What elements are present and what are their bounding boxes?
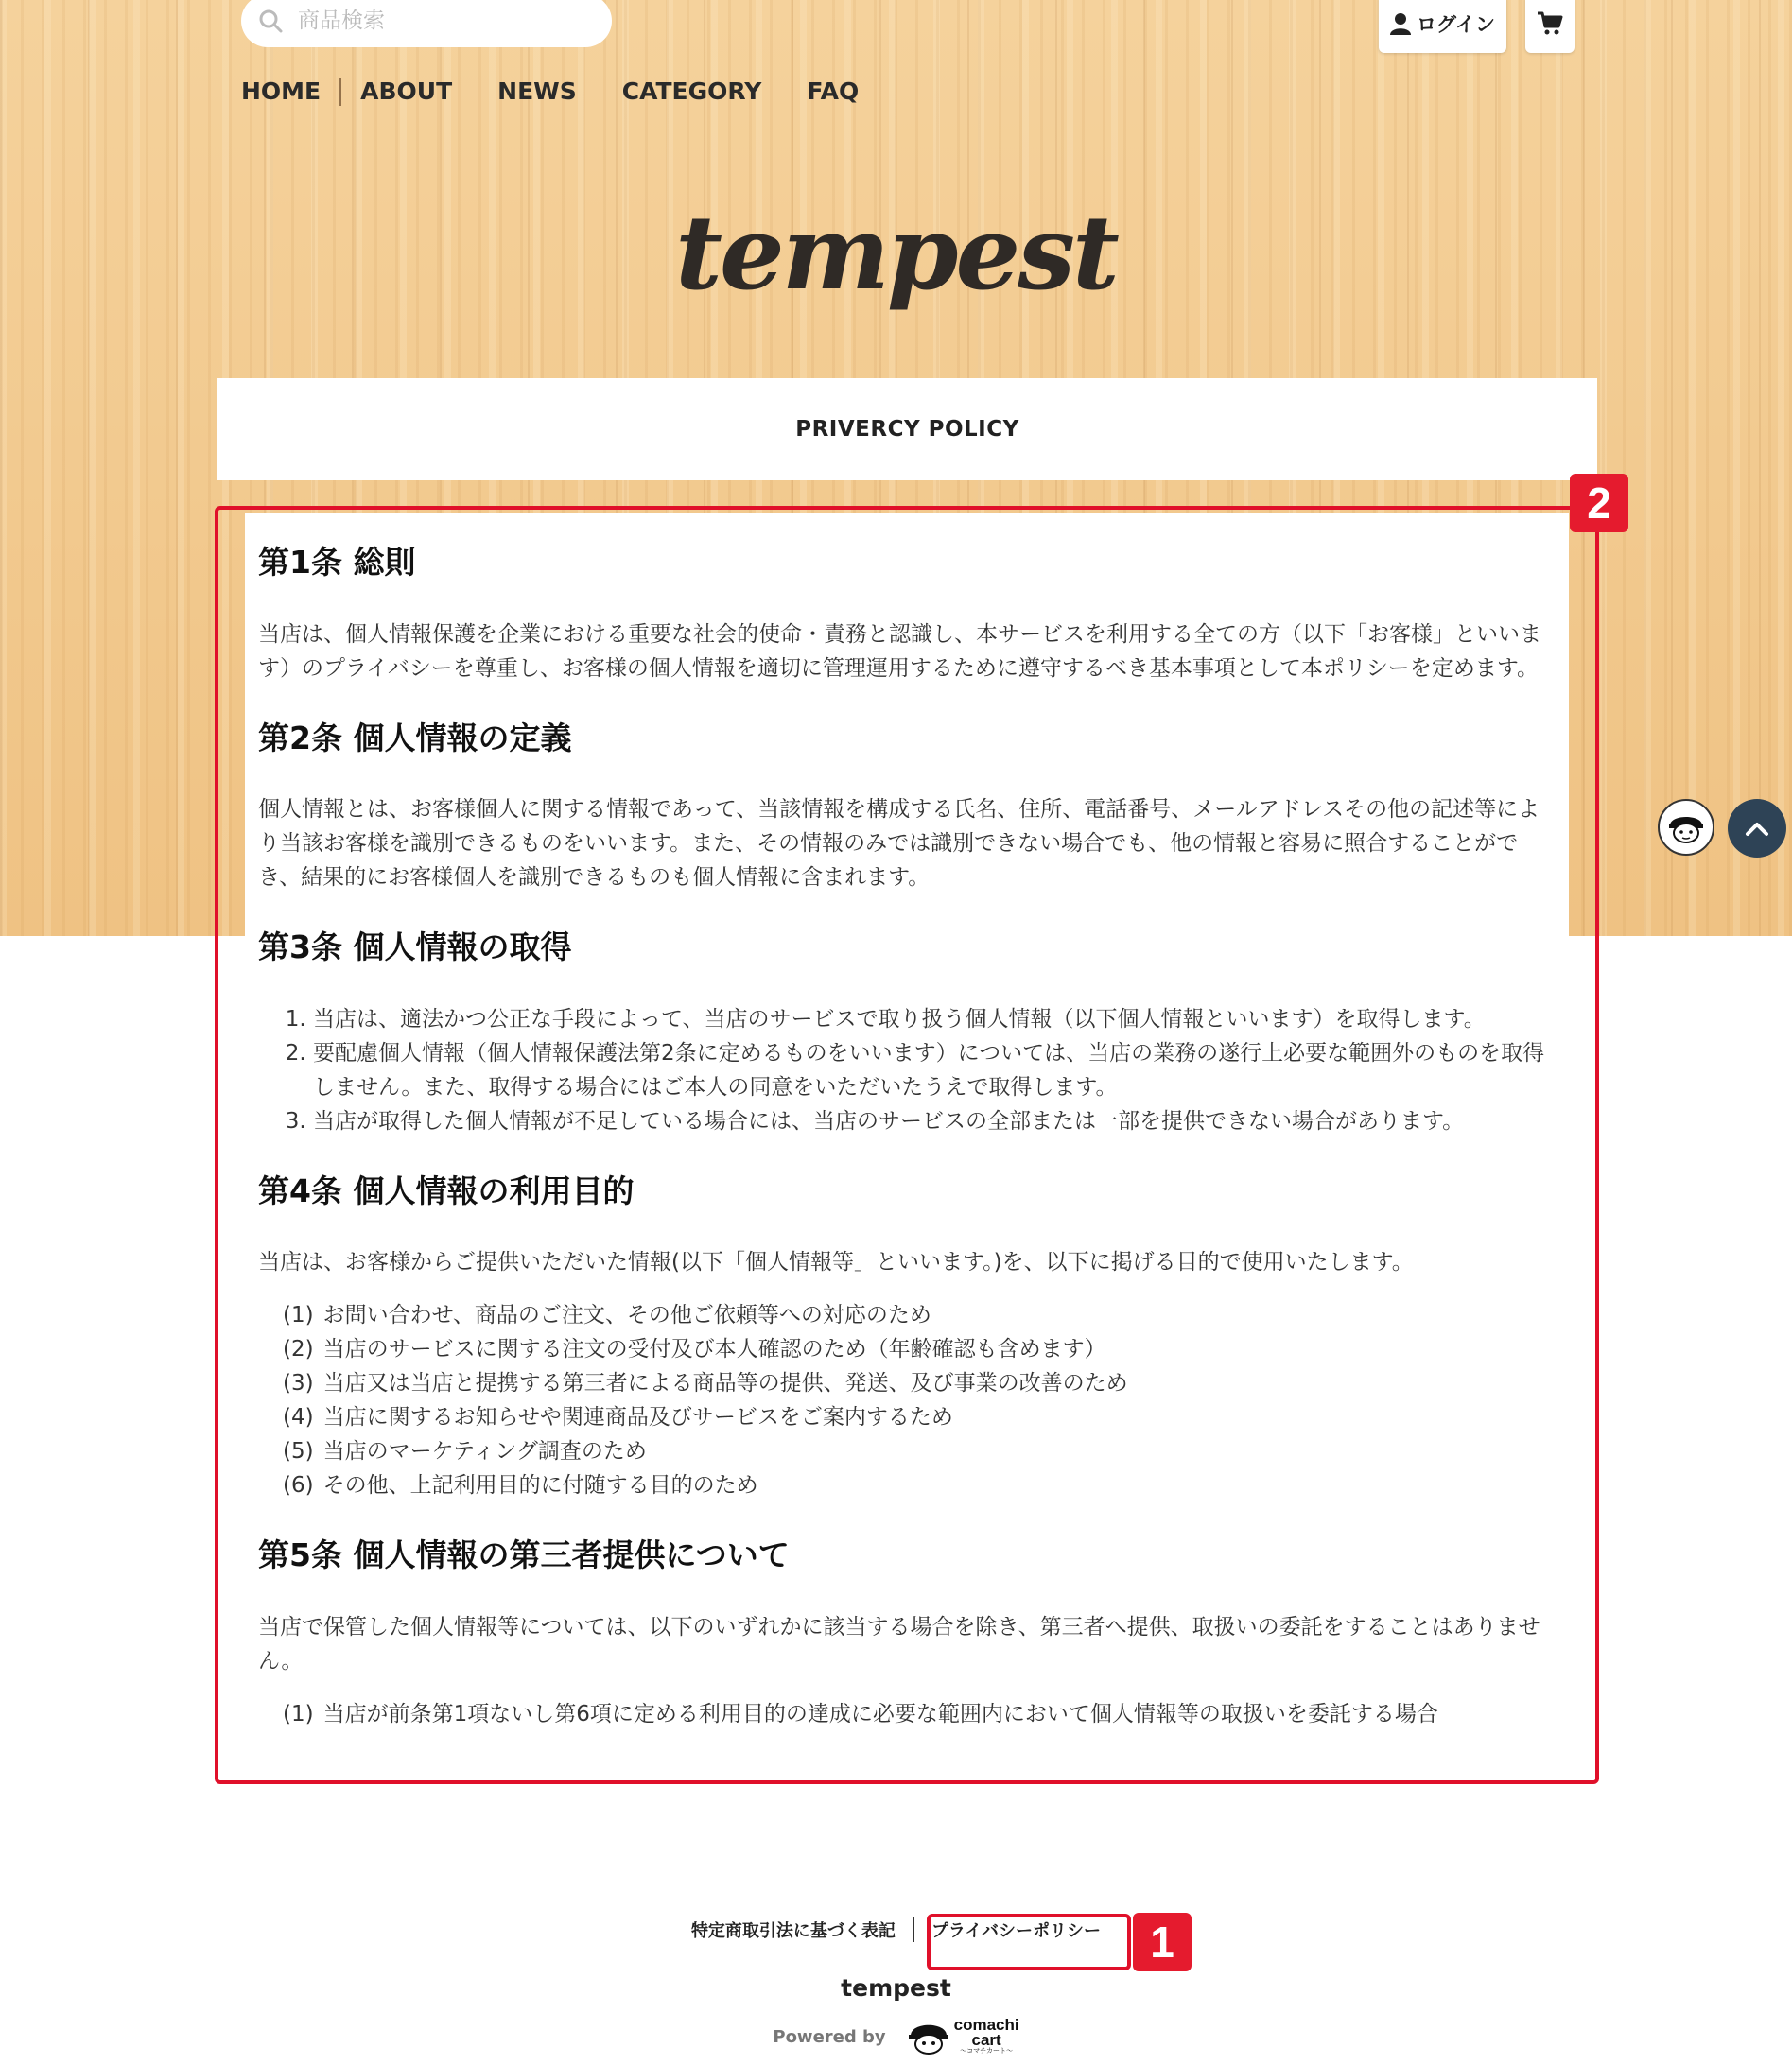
search-input[interactable] <box>296 8 583 34</box>
annotation-badge-1: 1 <box>1133 1913 1192 1971</box>
list-item: 3. 当店が取得した個人情報が不足している場合には、当店のサービスの全部または一部を提供できない場合があります。 <box>313 1104 1557 1138</box>
section-4-body: 当店は、お客様からご提供いただいた情報(以下「個人情報等」といいます。)を、以下に掲げる目的で使用いたします。 <box>258 1250 1414 1275</box>
powered-by <box>0 2018 1792 2056</box>
footer-brand: tempest <box>841 1974 951 2002</box>
user-icon <box>1390 12 1411 35</box>
chevron-up-icon <box>1745 820 1769 837</box>
scroll-to-top-button[interactable] <box>1728 799 1786 858</box>
section-4-heading: 第4条 個人情報の利用目的 <box>258 1171 635 1209</box>
nav-home[interactable]: HOME <box>241 78 322 105</box>
footer-links <box>0 1918 1792 1942</box>
comachi-cart-mascot-icon[interactable] <box>907 2019 950 2055</box>
page-title: PRIVERCY POLICY <box>795 417 1019 442</box>
main-nav <box>241 78 859 106</box>
list-item: (1) お問い合わせ、商品のご注文、その他ご依頼等への対応のため <box>283 1303 931 1328</box>
section-1-heading: 第1条 総則 <box>258 544 416 581</box>
comachi-cart-logo[interactable]: comachi cart ～コマチカート～ <box>953 2016 1019 2055</box>
list-item: (5) 当店のマーケティング調査のため <box>283 1439 647 1465</box>
mascot-icon <box>1666 810 1706 844</box>
privacy-link-highlight-box <box>927 1914 1131 1970</box>
section-2-heading: 第2条 個人情報の定義 <box>258 719 572 756</box>
nav-category[interactable]: CATEGORY <box>621 78 762 105</box>
list-item: 2. 要配慮個人情報（個人情報保護法第2条に定めるものをいいます）については、当店の業務の遂行上必要な範囲外のものを取得しません。また、取得する場合にはご本人の同意をいただいたうえで取得します。 <box>313 1036 1557 1104</box>
nav-faq[interactable]: FAQ <box>807 78 860 105</box>
site-logo[interactable]: tempest <box>675 194 1117 313</box>
cart-icon <box>1537 11 1563 36</box>
list-item: (4) 当店に関するお知らせや関連商品及びサービスをご案内するため <box>283 1405 953 1431</box>
list-item: (2) 当店のサービスに関する注文の受付及び本人確認のため（年齢確認も含めます） <box>283 1337 1106 1362</box>
nav-news[interactable]: NEWS <box>497 78 577 105</box>
list-item: (6) その他、上記利用目的に付随する目的のため <box>283 1473 758 1499</box>
cart-button[interactable] <box>1525 0 1575 53</box>
login-button[interactable] <box>1379 0 1506 53</box>
section-1-body: 当店は、個人情報保護を企業における重要な社会的使命・責務と認識し、本サービスを利用する全ての方（以下「お客様」といいます）のプライバシーを尊重し、お客様の個人情報を適切に管理運用するために遵守するべき基本事項として本ポリシーを定めます。 <box>258 621 1541 681</box>
section-5-body: 当店で保管した個人情報等については、以下のいずれかに該当する場合を除き、第三者へ提供、取扱いの委託をすることはありません。 <box>258 1614 1540 1674</box>
page-title-box <box>217 378 1597 480</box>
search-icon <box>258 9 283 33</box>
content-highlight-box <box>215 506 1599 1784</box>
tokutei-link[interactable]: 特定商取引法に基づく表記 <box>690 1921 896 1941</box>
footer-divider <box>913 1918 914 1942</box>
section-3-heading: 第3条 個人情報の取得 <box>258 928 572 966</box>
list-item: 1. 当店は、適法かつ公正な手段によって、当店のサービスで取り扱う個人情報（以下個人情報といいます）を取得します。 <box>313 1002 1557 1036</box>
privacy-policy-link[interactable]: プライバシーポリシー <box>931 1921 1102 1941</box>
section-2-body: 個人情報とは、お客様個人に関する情報であって、当該情報を構成する氏名、住所、電話番号、メールアドレスその他の記述等により当該お客様を識別できるものをいいます。また、その情報のみでは識別できない場合でも、他の情報と容易に照合することができ、結果的にお客様個人を識別できるものも個人情報に含まれます。 <box>258 797 1540 891</box>
nav-divider <box>339 78 341 106</box>
comachi-mascot-button[interactable] <box>1658 799 1714 856</box>
login-label: ログイン <box>1417 13 1495 36</box>
powered-by-label: Powered by <box>773 2026 886 2047</box>
section-5-heading: 第5条 個人情報の第三者提供について <box>258 1536 790 1574</box>
list-item: (3) 当店又は当店と提携する第三者による商品等の提供、発送、及び事業の改善のため <box>283 1371 1128 1397</box>
list-item: (1) 当店が前条第1項ないし第6項に定める利用目的の達成に必要な範囲内において個人情報等の取扱いを委託する場合 <box>283 1701 1438 1727</box>
search-bar[interactable] <box>241 0 612 47</box>
annotation-badge-2: 2 <box>1570 474 1628 532</box>
nav-about[interactable]: ABOUT <box>360 78 453 105</box>
